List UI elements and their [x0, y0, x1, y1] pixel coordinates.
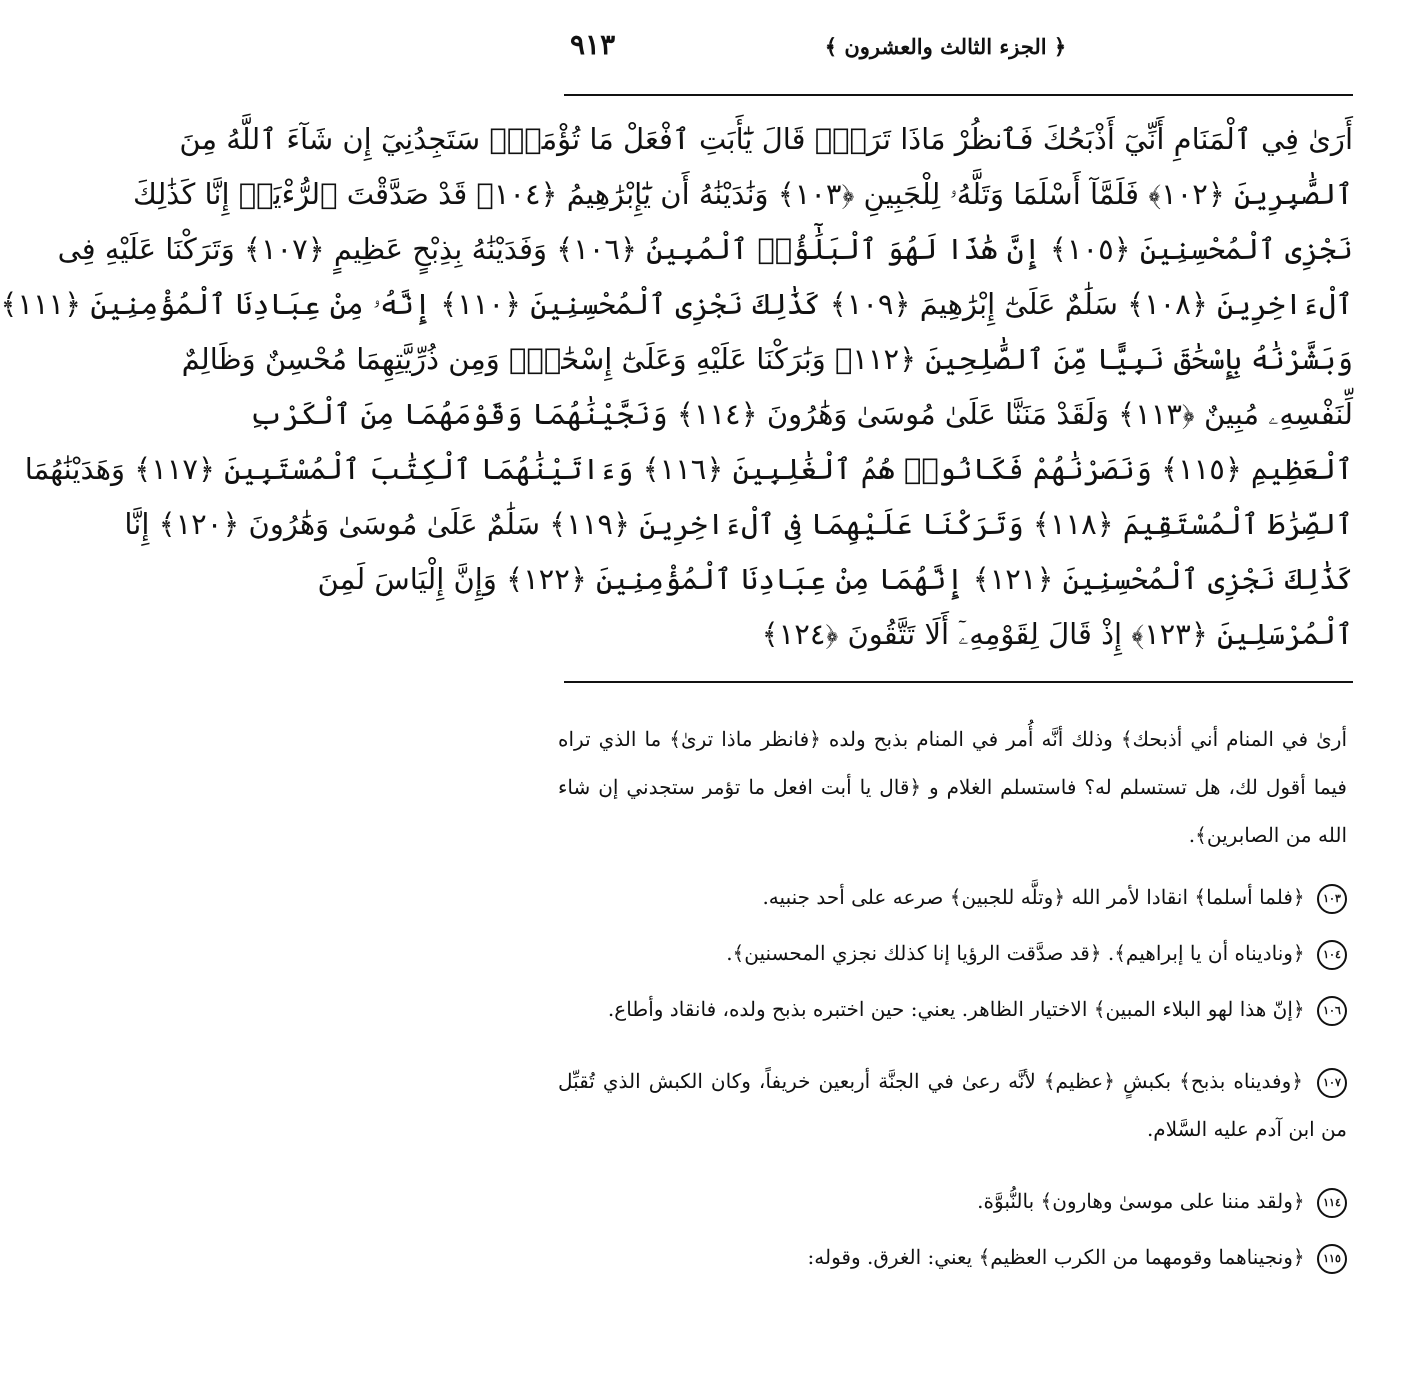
- quran-line: أَرَىٰ فِي ٱلْمَنَامِ أَنِّيٓ أَذْبَحُكَ فَٱنظُرْ مَاذَا تَرَىٰۚ قَالَ يَٰٓأَبَتِ ٱفْعَلْ مَا تُؤْمَرُۖ سَتَجِدُنِيٓ إِن شَآءَ ٱللَّهُ مِنَ: [179, 122, 1353, 156]
- tafsir-text: ﴿وناديناه أن يا إبراهيم﴾. ﴿قد صدَّقت الرؤيا إنا كذلك نجزي المحسنين﴾.: [726, 941, 1305, 965]
- quran-line: ٱلْعَظِيمِ ﴿١١٥﴾ وَنَصَرْنَٰهُمْ فَكَانُوا۟ هُمُ ٱلْغَٰلِبِينَ ﴿١١٦﴾ وَءَاتَيْنَٰهُمَا ٱلْكِتَٰبَ ٱلْمُسْتَبِينَ ﴿١١٧﴾ وَهَدَيْنَٰهُمَا: [24, 452, 1353, 486]
- verse-number-badge: ١٠٤: [1317, 940, 1347, 970]
- tafsir-text: ﴿ولقد مننا على موسىٰ وهارون﴾ بالنُّبوَّة.: [977, 1189, 1305, 1213]
- tafsir-text: ﴿ونجيناهما وقومهما من الكرب العظيم﴾ يعني: الغرق. وقوله:: [807, 1245, 1305, 1269]
- tafsir-paragraph: [558, 873, 1347, 921]
- tafsir-text: ﴿إنّ هذا لهو البلاء المبين﴾ الاختيار الظاهر. يعني: حين اختبره بذبح ولده، فانقاد وأطاع.: [607, 997, 1305, 1021]
- tafsir-paragraph: [558, 929, 1347, 977]
- tafsir-paragraph: [558, 1057, 1347, 1153]
- verse-number-badge: ١٠٣: [1317, 884, 1347, 914]
- page-header: [564, 28, 1327, 70]
- quran-line: ٱلصَّٰبِرِينَ ﴿١٠٢﴾ فَلَمَّآ أَسْلَمَا وَتَلَّهُۥ لِلْجَبِينِ ﴿١٠٣﴾ وَنَٰدَيْنَٰهُ أَن يَٰٓإِبْرَٰهِيمُ ﴿١٠٤﴾ قَدْ صَدَّقْتَ ٱلرُّءْيَآۚ إِنَّا كَذَٰلِكَ: [133, 177, 1353, 211]
- verse-number-badge: ١٠٦: [1317, 996, 1347, 1026]
- tafsir-divider: [564, 681, 1353, 683]
- tafsir-block: [558, 715, 1347, 1281]
- tafsir-text: ﴿وفديناه بذبح﴾ بكبشٍ ﴿عظيم﴾ لأنَّه رعىٰ في الجنَّة أربعين خريفاً، وكان الكبش الذي تُقبِّل من ابن آدم عليه السَّلام.: [558, 1069, 1347, 1141]
- tafsir-paragraph: [558, 1177, 1347, 1225]
- quran-line: وَبَشَّرْنَٰهُ بِإِسْحَٰقَ نَبِيًّا مِّنَ ٱلصَّٰلِحِينَ ﴿١١٢﴾ وَبَٰرَكْنَا عَلَيْهِ وَعَلَىٰٓ إِسْحَٰقَۚ وَمِن ذُرِّيَّتِهِمَا مُحْسِنٌ وَظَالِمٌ: [181, 342, 1353, 376]
- header-divider: [564, 94, 1353, 96]
- quran-text-block: [0, 112, 1353, 662]
- quran-line: ٱلصِّرَٰطَ ٱلْمُسْتَقِيمَ ﴿١١٨﴾ وَتَرَكْنَا عَلَيْهِمَا فِى ٱلْءَاخِرِينَ ﴿١١٩﴾ سَلَٰمٌ عَلَىٰ مُوسَىٰ وَهَٰرُونَ ﴿١٢٠﴾ إِنَّا: [124, 507, 1353, 541]
- quran-line: لِّنَفْسِهِۦ مُبِينٌ ﴿١١٣﴾ وَلَقَدْ مَنَنَّا عَلَىٰ مُوسَىٰ وَهَٰرُونَ ﴿١١٤﴾ وَنَجَّيْنَٰهُمَا وَقَوْمَهُمَا مِنَ ٱلْكَرْبِ: [249, 397, 1353, 431]
- verse-number-badge: ١٠٧: [1317, 1068, 1347, 1098]
- tafsir-text: أرىٰ في المنام أني أذبحك﴾ وذلك أنَّه أُمر في المنام بذبح ولده ﴿فانظر ماذا ترىٰ﴾ ما الذي تراه فيما أقول لك، هل تستسلم له؟ فاستسلم الغلام و ﴿قال يا أبت افعل ما تؤمر ستجدني إن شاء الله من الصابرين﴾.: [558, 727, 1347, 847]
- tafsir-text: ﴿فلما أسلما﴾ انقادا لأمر الله ﴿وتلَّه للجبين﴾ صرعه على أحد جنبيه.: [762, 885, 1305, 909]
- tafsir-paragraph: [558, 715, 1347, 859]
- page-number: ٩١٣: [570, 28, 616, 61]
- verse-number-badge: ١١٤: [1317, 1188, 1347, 1218]
- quran-line: كَذَٰلِكَ نَجْزِى ٱلْمُحْسِنِينَ ﴿١٢١﴾ إِنَّهُمَا مِنْ عِبَادِنَا ٱلْمُؤْمِنِينَ ﴿١٢٢﴾ وَإِنَّ إِلْيَاسَ لَمِنَ: [317, 562, 1353, 596]
- verse-number-badge: ١١٥: [1317, 1244, 1347, 1274]
- juz-title: ﴿ الجزء الثالث والعشرون ﴾: [824, 34, 1067, 59]
- quran-line: ٱلْءَاخِرِينَ ﴿١٠٨﴾ سَلَٰمٌ عَلَىٰٓ إِبْرَٰهِيمَ ﴿١٠٩﴾ كَذَٰلِكَ نَجْزِى ٱلْمُحْسِنِينَ ﴿١١٠﴾ إِنَّهُۥ مِنْ عِبَادِنَا ٱلْمُؤْمِنِينَ ﴿١١١﴾: [0, 287, 1353, 321]
- quran-line: نَجْزِى ٱلْمُحْسِنِينَ ﴿١٠٥﴾ إِنَّ هَٰذَا لَهُوَ ٱلْبَلَٰٓؤُا۟ ٱلْمُبِينُ ﴿١٠٦﴾ وَفَدَيْنَٰهُ بِذِبْحٍ عَظِيمٍ ﴿١٠٧﴾ وَتَرَكْنَا عَلَيْهِ فِى: [57, 232, 1353, 266]
- tafsir-paragraph: [558, 1233, 1347, 1281]
- quran-line: ٱلْمُرْسَلِينَ ﴿١٢٣﴾ إِذْ قَالَ لِقَوْمِهِۦٓ أَلَا تَتَّقُونَ ﴿١٢٤﴾: [761, 617, 1353, 651]
- tafsir-paragraph: [558, 985, 1347, 1033]
